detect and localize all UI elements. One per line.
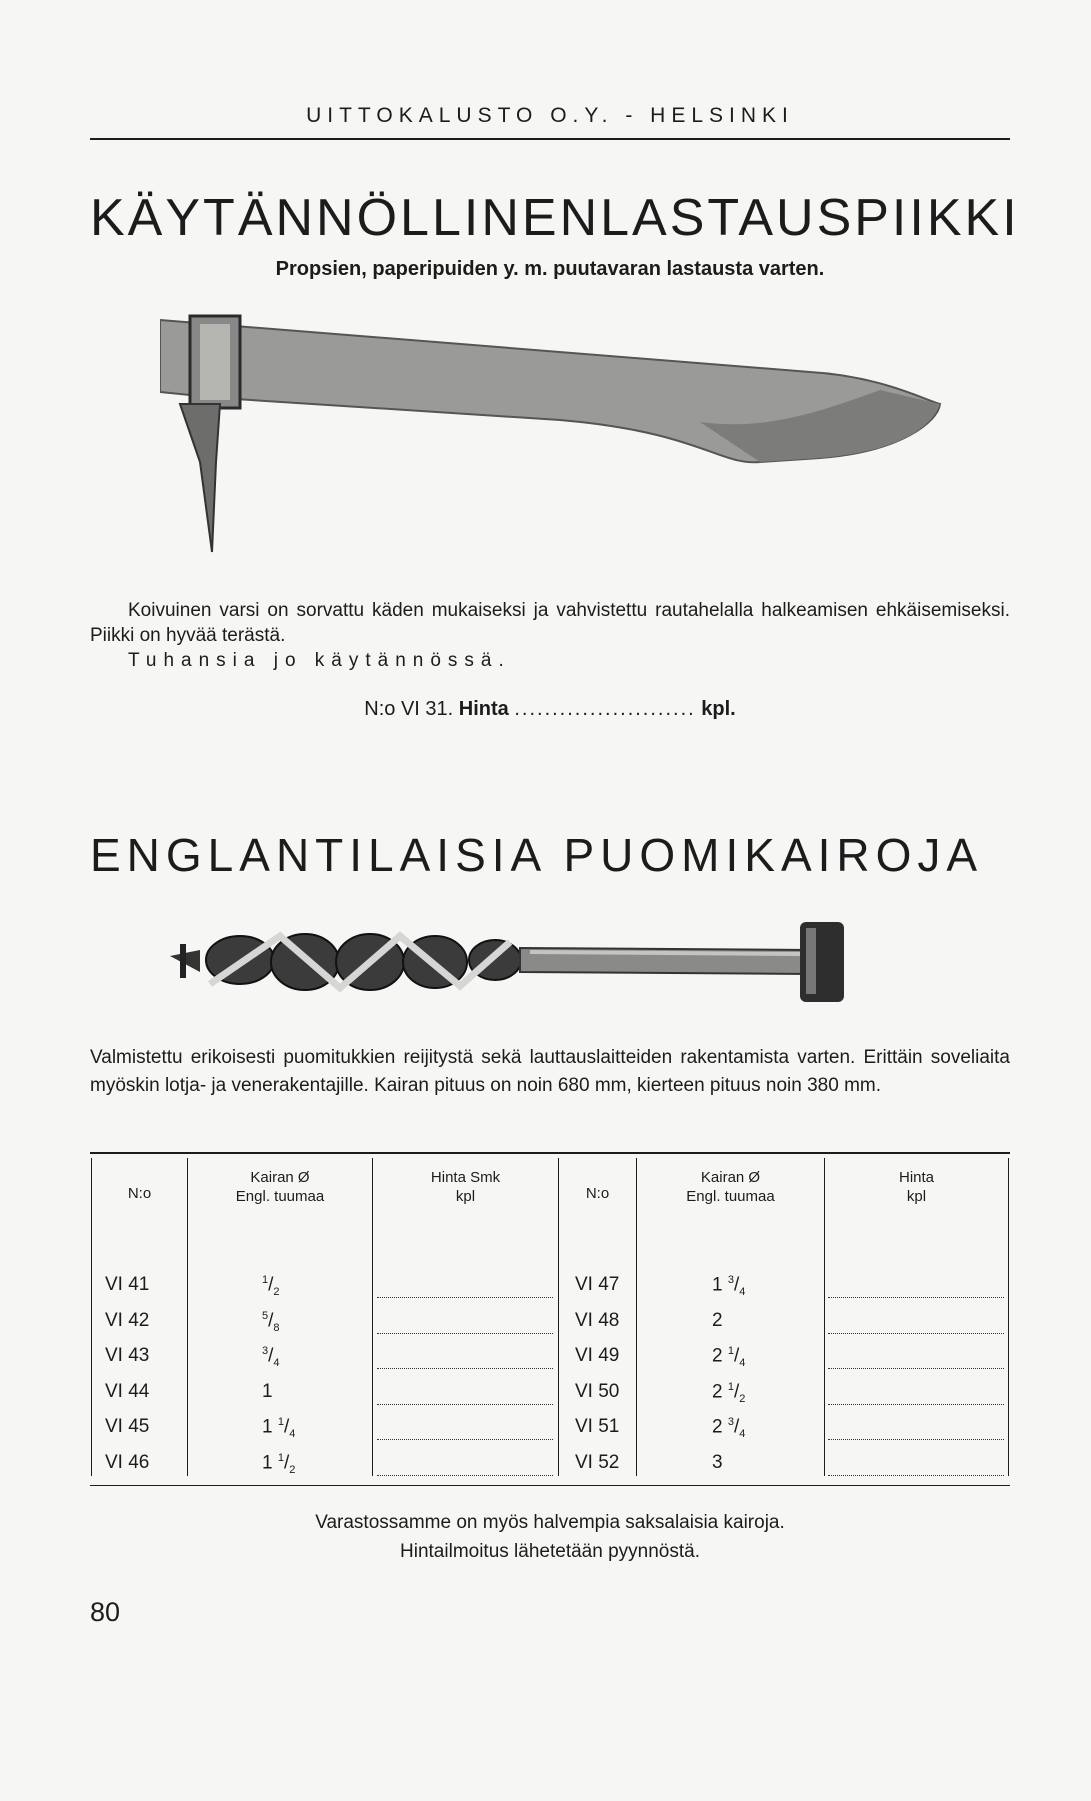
size-numerator: 3 xyxy=(262,1345,269,1357)
row-number: VI 44 xyxy=(105,1380,150,1402)
price-blank xyxy=(828,1367,1004,1369)
price-blank xyxy=(828,1474,1004,1476)
table-border-right xyxy=(1008,1158,1009,1476)
section1-title xyxy=(90,188,1020,248)
size-denominator: 2 xyxy=(739,1392,746,1405)
row-number: VI 46 xyxy=(105,1451,150,1473)
col-header-no: N:o xyxy=(585,1185,610,1202)
row-number: VI 41 xyxy=(105,1274,150,1295)
price-blank xyxy=(377,1438,553,1440)
row-size: 1 $^3/_4$ xyxy=(712,1274,746,1299)
size-whole: 1 xyxy=(712,1274,723,1296)
section2-description: Valmistettu erikoisesti puomitukkien reijitystä sekä lauttauslaitteiden rakentamista varten. Erittäin soveliaita myöskin lotja- ja venerakentajille. Kairan pituus on noin 680 mm, kierteen pituus noin 380 mm. xyxy=(90,1047,1010,1096)
col-header-size-line2: Engl. tuumaa xyxy=(235,1188,325,1205)
size-denominator: 2 xyxy=(289,1463,296,1476)
col-header-price-line1: Hinta xyxy=(898,1169,935,1186)
col-header-size-line1: Kairan Ø xyxy=(250,1169,310,1186)
row-number: VI 51 xyxy=(575,1416,620,1437)
col-header-price xyxy=(373,1168,558,1206)
publisher-header: UITTOKALUSTO O.Y. - HELSINKI xyxy=(306,104,794,127)
size-whole: 1 xyxy=(262,1380,273,1402)
row-size: 1 $^1/_2$ xyxy=(262,1451,296,1476)
col-header-size xyxy=(637,1168,824,1206)
price-label: Hinta xyxy=(458,698,509,720)
page-number: 80 xyxy=(90,1597,121,1627)
section1-title-part1: KÄYTÄNNÖLLINEN xyxy=(90,189,601,247)
table-top-rule xyxy=(90,1152,1010,1154)
puomikaira-photo xyxy=(170,914,950,1014)
order-number: N:o VI 31. xyxy=(364,698,454,720)
size-numerator: 3 xyxy=(727,1416,734,1428)
price-blank xyxy=(828,1332,1004,1334)
col-header-price-line2: kpl xyxy=(455,1188,476,1205)
price-blank xyxy=(377,1474,553,1476)
col-header-price-line1: Hinta Smk xyxy=(430,1169,501,1186)
size-whole: 1 xyxy=(262,1416,273,1438)
stock-note-line1: Varastossamme on myös halvempia saksalaisia kairoja. xyxy=(315,1512,785,1533)
size-denominator: 4 xyxy=(739,1428,746,1441)
price-blank xyxy=(828,1296,1004,1298)
row-size xyxy=(262,1381,273,1403)
lastauspiikki-photo xyxy=(160,312,960,582)
table-border-left xyxy=(91,1158,92,1476)
col-header-price-line2: kpl xyxy=(906,1188,927,1205)
price-dots: ........................ xyxy=(514,698,696,720)
row-size: 2 $^3/_4$ xyxy=(712,1416,746,1441)
col-header-price xyxy=(825,1168,1008,1206)
size-denominator: 4 xyxy=(739,1357,746,1370)
row-size: $^5/_8$ xyxy=(262,1309,280,1334)
size-whole: 2 xyxy=(712,1345,723,1367)
price-blank xyxy=(377,1332,553,1334)
size-numerator: 1 xyxy=(262,1274,269,1286)
section1-order-line xyxy=(90,698,1010,721)
section1-subtitle: Propsien, paperipuiden y. m. puutavaran lastausta varten. xyxy=(275,258,825,280)
row-size: $^3/_4$ xyxy=(262,1345,280,1370)
price-blank xyxy=(828,1403,1004,1405)
size-whole: 3 xyxy=(712,1451,723,1473)
row-size: 2 $^1/_2$ xyxy=(712,1380,746,1405)
row-number: VI 50 xyxy=(575,1380,620,1402)
col-header-size-line1: Kairan Ø xyxy=(700,1169,761,1186)
size-whole: 1 xyxy=(262,1451,273,1473)
price-blank xyxy=(377,1367,553,1369)
row-size xyxy=(712,1310,723,1332)
size-denominator: 2 xyxy=(273,1286,280,1299)
size-denominator: 4 xyxy=(289,1428,296,1441)
size-whole: 2 xyxy=(712,1309,723,1331)
size-denominator: 4 xyxy=(273,1357,280,1370)
row-number: VI 52 xyxy=(575,1451,620,1473)
row-number: VI 43 xyxy=(105,1345,150,1366)
row-size xyxy=(712,1452,723,1474)
size-whole: 2 xyxy=(712,1380,723,1402)
col-header-no: N:o xyxy=(127,1185,152,1202)
section1-title-part2: LASTAUSPIIKKI xyxy=(600,189,1020,247)
price-blank xyxy=(377,1403,553,1405)
price-blank xyxy=(377,1296,553,1298)
row-size: 2 $^1/_4$ xyxy=(712,1345,746,1370)
row-number: VI 42 xyxy=(105,1309,150,1331)
row-size: 1 $^1/_4$ xyxy=(262,1416,296,1441)
size-numerator: 1 xyxy=(727,1380,734,1393)
table-middle-divider xyxy=(558,1158,559,1476)
size-numerator: 3 xyxy=(727,1274,734,1286)
row-number: VI 47 xyxy=(575,1274,620,1295)
size-whole: 2 xyxy=(712,1416,723,1438)
col-header-size-line2: Engl. tuumaa xyxy=(686,1188,775,1205)
stock-note xyxy=(90,1508,1010,1566)
row-number: VI 45 xyxy=(105,1416,150,1437)
row-size: $^1/_2$ xyxy=(262,1274,280,1299)
table-bottom-rule xyxy=(90,1485,1010,1486)
size-numerator: 1 xyxy=(727,1345,734,1357)
size-numerator: 1 xyxy=(277,1451,284,1464)
row-number: VI 49 xyxy=(575,1345,620,1366)
size-numerator: 5 xyxy=(262,1309,269,1322)
stock-note-line2: Hintailmoitus lähetetään pyynnöstä. xyxy=(400,1541,700,1562)
col-header-size xyxy=(188,1168,372,1206)
section1-description: Koivuinen varsi on sorvattu käden mukaiseksi ja vahvistettu rautahelalla halkeamisen ehkäisemiseksi. Piikki on hyvää terästä. xyxy=(90,600,1010,646)
size-numerator: 1 xyxy=(277,1416,284,1428)
section2-title: ENGLANTILAISIA PUOMIKAIROJA xyxy=(90,829,984,881)
row-number: VI 48 xyxy=(575,1309,620,1331)
header-rule xyxy=(90,138,1010,140)
price-blank xyxy=(828,1438,1004,1440)
unit-label: kpl. xyxy=(701,698,736,720)
size-denominator: 4 xyxy=(739,1286,746,1299)
section1-emphasis: Tuhansia jo käytännössä. xyxy=(128,650,511,671)
size-denominator: 8 xyxy=(273,1321,280,1334)
